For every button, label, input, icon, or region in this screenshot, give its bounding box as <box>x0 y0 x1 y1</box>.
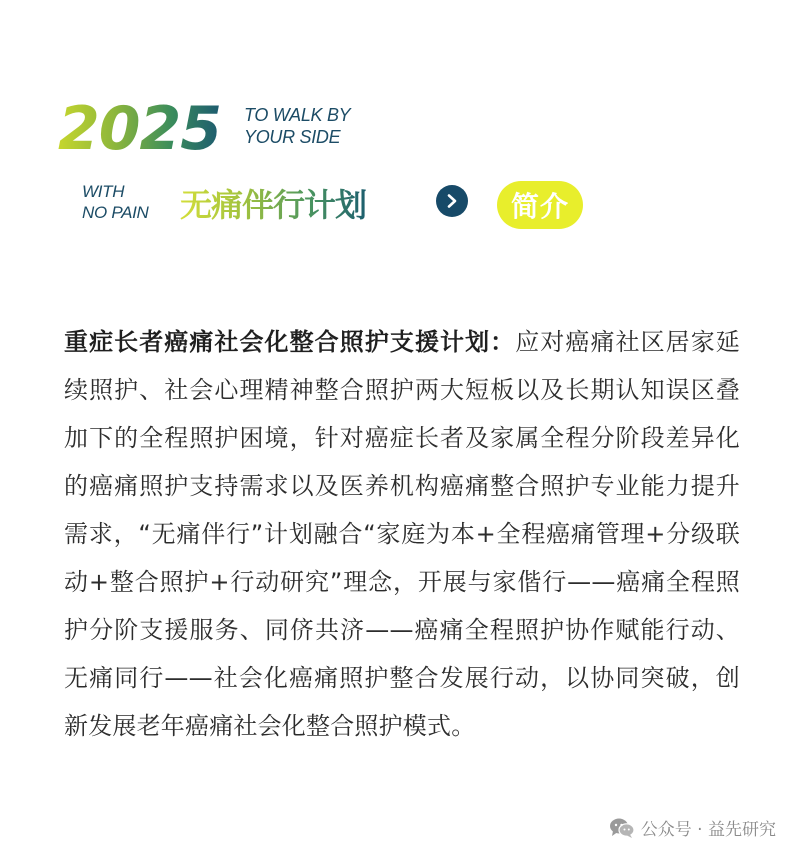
year-heading: 2025 <box>58 94 221 164</box>
paragraph-body: 应对癌痛社区居家延续照护、社会心理精神整合照护两大短板以及长期认知误区叠加下的全程照护困境，针对癌症长者及家属全程分阶段差异化的癌痛照护支持需求以及医养机构癌痛整合照护专业能力提升需求，“无痛伴行”计划融合“家庭为本+全程癌痛管理+分级联动+整合照护+行动研究”理念，开展与家偕行——癌痛全程照护分阶支援服务、同侪共济——癌痛全程照护协作赋能行动、无痛同行——社会化癌痛照护整合发展行动，以协同突破，创新发展老年癌痛社会化整合照护模式。 <box>64 328 740 740</box>
intro-badge: 简介 <box>497 181 583 229</box>
chevron-right-icon <box>436 185 468 217</box>
tagline-line-1: TO WALK BY <box>244 105 351 125</box>
intro-paragraph <box>64 318 740 750</box>
source-label: 公众号 · 益先研究 <box>640 820 776 840</box>
tagline-no-pain <box>82 181 149 223</box>
source-footer <box>609 815 776 840</box>
wechat-icon <box>609 817 635 839</box>
tagline2-line-2: NO PAIN <box>82 203 149 222</box>
tagline-line-2: YOUR SIDE <box>244 127 341 147</box>
plan-title: 无痛伴行计划 <box>180 183 366 227</box>
tagline-walk-by <box>244 104 350 148</box>
tagline2-line-1: WITH <box>82 182 125 201</box>
paragraph-lead: 重症长者癌痛社会化整合照护支援计划： <box>64 328 516 356</box>
